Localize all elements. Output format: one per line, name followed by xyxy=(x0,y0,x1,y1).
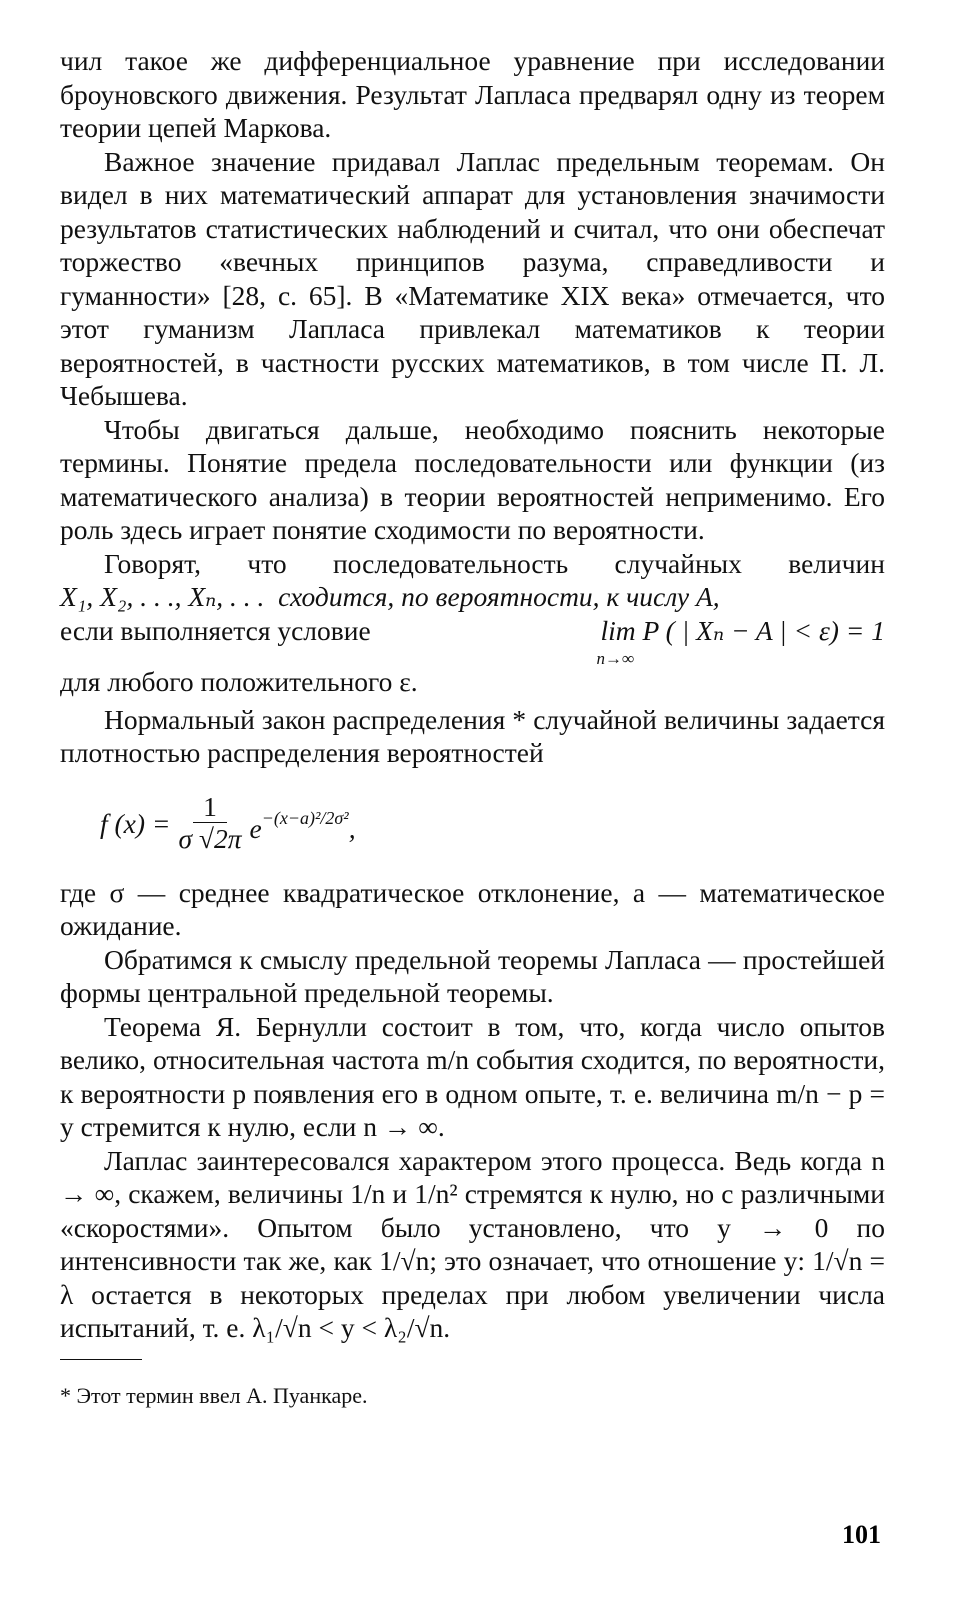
formula-numerator: 1 xyxy=(193,792,227,823)
footnote-rule xyxy=(60,1359,142,1360)
formula-fraction xyxy=(178,792,241,855)
limit-formula: lim P ( | Xₙ − A | < ε) = 1 n→∞ xyxy=(600,614,885,648)
page-body xyxy=(60,44,885,1432)
paragraph-2: Важное значение придавал Лаплас предельным теоремам. Он видел в них математический аппарат для установления значимости результатов статистических наблюдений и считал, что они обеспечат торжество «вечных принципов разума, справедливости и гуманности» [28, с. 65]. В «Математике XIX века» отмечается, что этот гуманизм Лапласа привлекал математиков к теории вероятностей, в частности русских математиков, в том числе П. Л. Чебышева. xyxy=(60,145,885,411)
formula-denominator: σ √2π xyxy=(178,823,242,854)
footnote: * Этот термин ввел А. Пуанкаре. xyxy=(60,1382,368,1408)
paragraph-4 xyxy=(60,547,885,699)
paragraph-5: Нормальный закон распределения * случайной величины задается плотностью распределения вероятностей xyxy=(60,703,885,768)
formula-exponent: −(x−a)²/2σ² xyxy=(261,807,349,828)
paragraph-7: Обратимся к смыслу предельной теоремы Лапласа — простейшей формы центральной предельной теоремы. xyxy=(60,943,885,1008)
paragraph-9: Лаплас заинтересовался характером этого процесса. Ведь когда n → ∞, скажем, величины 1/n и 1/n² стремятся к нулю, но с различными «скоростями». Опытом было установлено, что y → 0 по интенсивности так же, как 1/√n; это означает, что отношение y: 1/√n = λ остается в некоторых пределах при любом увеличении числа испытаний, т. е. λ₁/√n < y < λ₂/√n. xyxy=(60,1144,885,1343)
paragraph-4-line-4: для любого положительного ε. xyxy=(60,666,418,697)
paragraph-8: Теорема Я. Бернулли состоит в том, что, когда число опытов велико, относительная частота m/n события сходится, по вероятности, к вероятности p появления его в одном опыте, т. е. величина m/n − p = y стремится к нулю, если n → ∞. xyxy=(60,1010,885,1142)
paragraph-4-line-3 xyxy=(60,614,885,668)
paragraph-3: Чтобы двигаться дальше, необходимо пояснить некоторые термины. Понятие предела последовательности или функции (из математического анализа) в теории вероятностей неприменимо. Его роль здесь играет понятие сходимости по вероятности. xyxy=(60,413,885,545)
formula-lhs: f (x) = xyxy=(100,807,171,839)
paragraph-6: где σ — среднее квадратическое отклонение, a — математическое ожидание. xyxy=(60,876,885,941)
page-number: 101 xyxy=(842,1520,881,1549)
paragraph-4-line-1: Говорят, что последовательность случайных величин xyxy=(104,547,885,579)
condition-text: если выполняется условие xyxy=(60,614,371,646)
normal-density-formula xyxy=(100,790,885,858)
formula-exponential: $e^{-(x-a)^2/2\sigma^2}$, xyxy=(249,807,356,844)
limit-subscript: n→∞ xyxy=(596,648,635,668)
paragraph-1: чил такое же дифференциальное уравнение при исследовании броуновского движения. Результат Лапласа предварял одну из теорем теории цепей Маркова. xyxy=(60,45,885,143)
paragraph-4-line-2: X₁, X₂, . . ., Xₙ, . . . сходится, по вероятности, к числу A, xyxy=(60,581,720,612)
